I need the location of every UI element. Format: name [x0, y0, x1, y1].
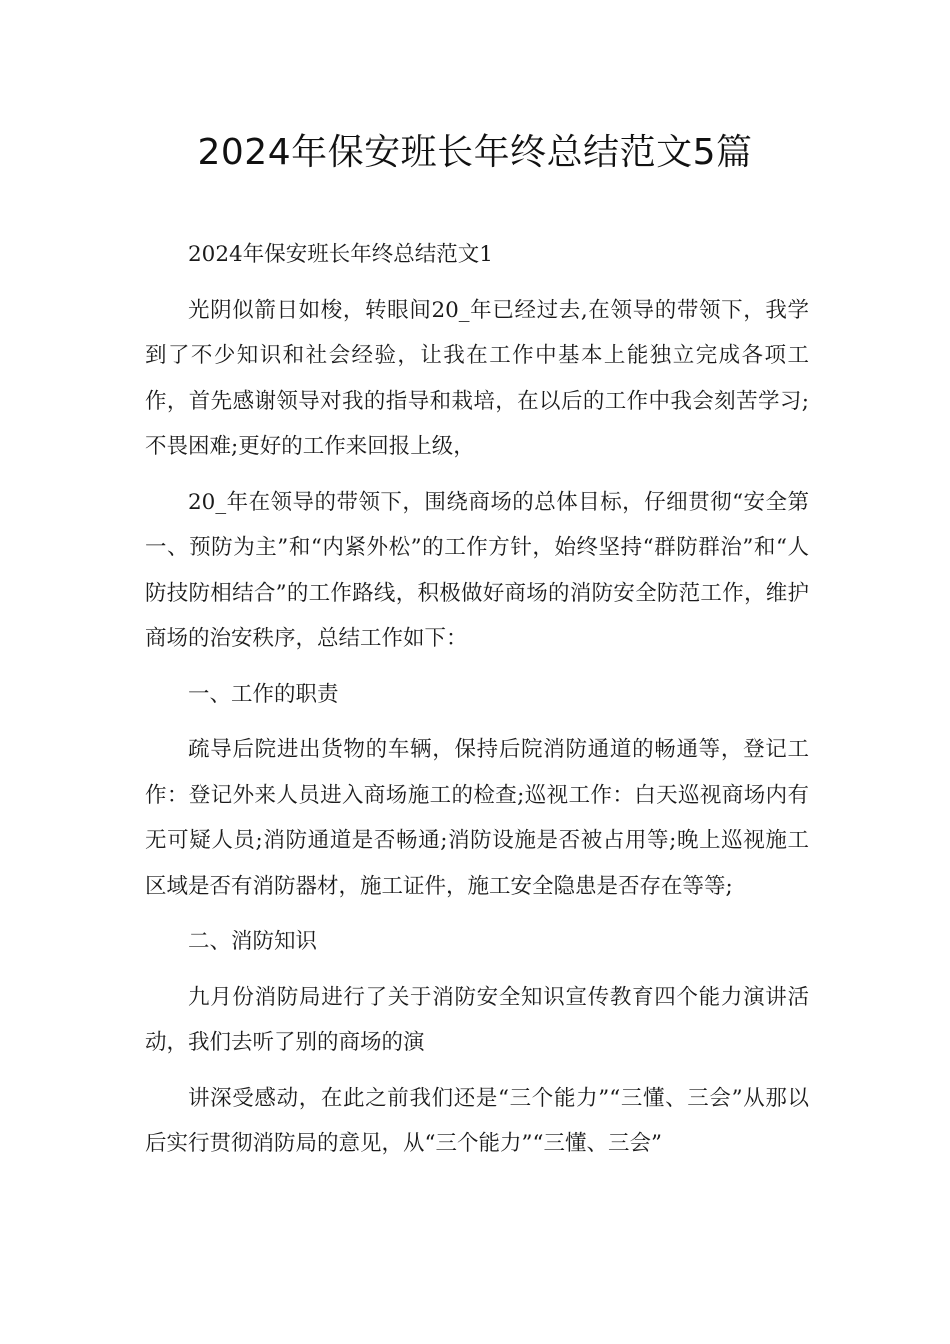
paragraph: 讲深受感动，在此之前我们还是“三个能力”“三懂、三会”从那以后实行贯彻消防局的意见，从“三个能力”“三懂、三会”: [145, 1085, 809, 1156]
document-body: [145, 232, 809, 1167]
section-heading: 二、消防知识: [188, 929, 318, 954]
paragraph: 九月份消防局进行了关于消防安全知识宣传教育四个能力演讲活动，我们去听了别的商场的演: [145, 984, 809, 1055]
paragraph: 疏导后院进出货物的车辆，保持后院消防通道的畅通等，登记工作：登记外来人员进入商场施工的检查;巡视工作：白天巡视商场内有无可疑人员;消防通道是否畅通;消防设施是否被占用等;晚上巡视施工区域是否有消防器材，施工证件，施工安全隐患是否存在等等;: [145, 737, 809, 899]
document-title: 2024年保安班长年终总结范文5篇: [197, 132, 753, 173]
section-heading: 一、工作的职责: [188, 681, 339, 707]
paragraph: 光阴似箭日如梭，转眼间20_年已经过去,在领导的带领下，我学到了不少知识和社会经验，让我在工作中基本上能独立完成各项工作，首先感谢领导对我的指导和栽培，在以后的工作中我会刻苦学习;不畏困难;更好的工作来回报上级，: [145, 297, 809, 459]
paragraph: 20_年在领导的带领下，围绕商场的总体目标，仔细贯彻“安全第一、预防为主”和“内紧外松”的工作方针，始终坚持“群防群治”和“人防技防相结合”的工作路线，积极做好商场的消防安全防范工作，维护商场的治安秩序，总结工作如下：: [145, 489, 809, 651]
section-subtitle: 2024年保安班长年终总结范文1: [188, 242, 493, 267]
